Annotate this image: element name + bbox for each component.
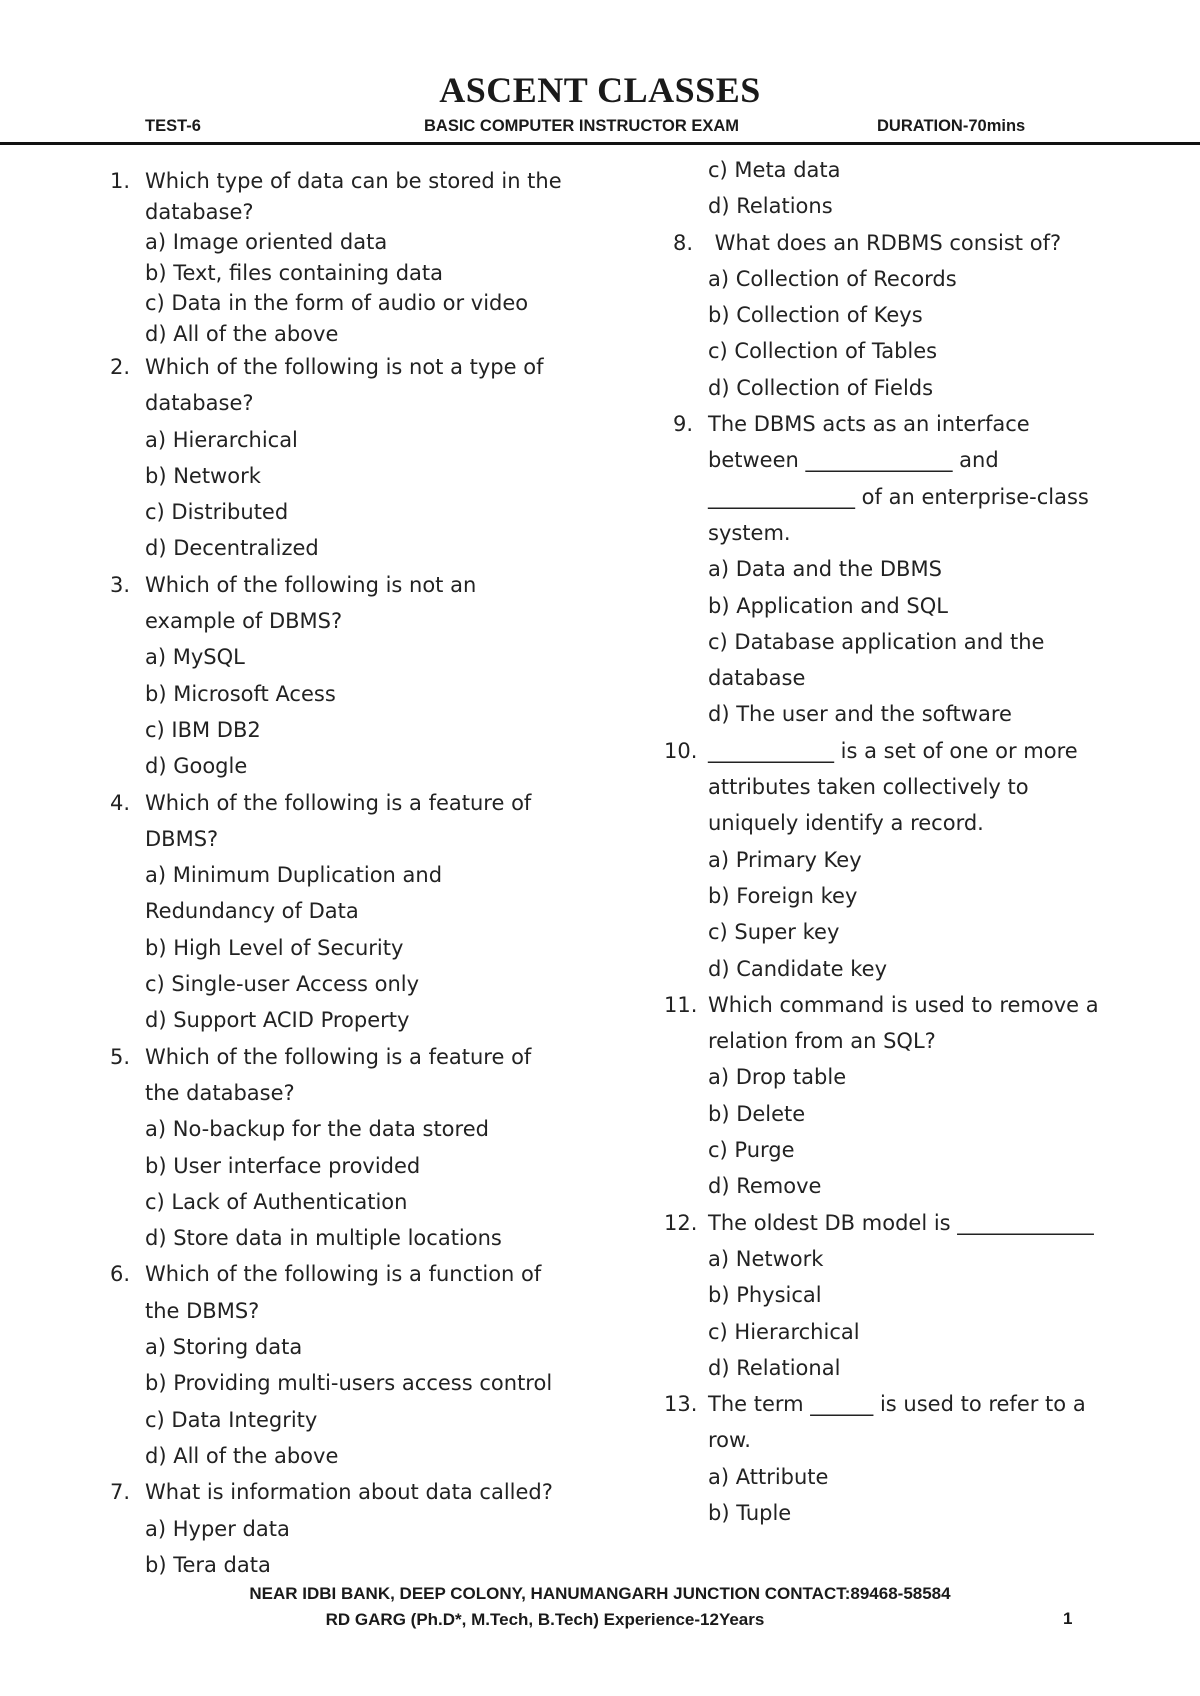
- option: Redundancy of Data: [145, 899, 359, 924]
- question-number: 13.: [664, 1392, 698, 1417]
- question-text: example of DBMS?: [145, 609, 343, 634]
- question-text: relation from an SQL?: [708, 1029, 936, 1054]
- option: b) User interface provided: [145, 1153, 421, 1178]
- question-text: system.: [708, 520, 791, 545]
- option: c) Database application and the: [708, 629, 1045, 654]
- option: a) Data and the DBMS: [708, 557, 942, 582]
- option: c) Single-user Access only: [145, 972, 420, 997]
- option: a) Image oriented data: [145, 230, 388, 254]
- question-text: row.: [708, 1428, 751, 1453]
- option: c) Distributed: [145, 500, 289, 525]
- option: b) Providing multi-users access control: [145, 1371, 553, 1396]
- option: a) Collection of Records: [708, 266, 957, 291]
- question-number: 6.: [110, 1262, 131, 1287]
- option: d) Relations: [708, 194, 833, 219]
- question-text: What does an RDBMS consist of?: [708, 230, 1062, 255]
- question-text: The term ______ is used to refer to a: [708, 1392, 1086, 1417]
- option: c) Meta data: [708, 158, 841, 182]
- option: c) Data Integrity: [145, 1407, 318, 1432]
- question-text: What is information about data called?: [145, 1480, 553, 1505]
- question-13: [664, 1386, 1143, 1459]
- question-text: ______________ of an enterprise-class: [708, 484, 1089, 509]
- option: a) Network: [708, 1246, 824, 1271]
- question-text: Which of the following is not a type of: [145, 355, 544, 379]
- question-number: 8.: [673, 230, 694, 255]
- question-text: Which of the following is a function of: [145, 1262, 542, 1287]
- footer-instructor: RD GARG (Ph.D*, M.Tech, B.Tech) Experience-12Years: [325, 1610, 765, 1629]
- question-8: [673, 225, 1143, 261]
- option: a) Attribute: [708, 1464, 829, 1489]
- question-text: database?: [145, 391, 254, 416]
- question-3: [110, 567, 580, 640]
- question-6: [110, 1256, 580, 1329]
- question-9: [673, 406, 1143, 551]
- option: c) Purge: [708, 1138, 795, 1163]
- option: b) Text, files containing data: [145, 260, 444, 285]
- question-number: 4.: [110, 790, 131, 815]
- option: b) Tera data: [145, 1552, 271, 1577]
- option: c) Data in the form of audio or video: [145, 291, 529, 315]
- question-number: 2.: [110, 355, 131, 379]
- option: d) All of the above: [145, 321, 339, 346]
- option: b) High Level of Security: [145, 935, 404, 960]
- option: b) Application and SQL: [708, 593, 948, 618]
- question-text: database?: [145, 199, 254, 224]
- question-4: [110, 785, 580, 858]
- page-number: 1: [1063, 1609, 1073, 1628]
- option: b) Foreign key: [708, 883, 858, 908]
- question-number: 3.: [110, 572, 131, 597]
- question-12: [664, 1205, 1143, 1241]
- question-text: attributes taken collectively to: [708, 775, 1029, 800]
- question-7: [110, 1474, 580, 1510]
- option: b) Delete: [708, 1101, 806, 1126]
- option: a) Drop table: [708, 1065, 847, 1090]
- question-number: 9.: [673, 412, 694, 437]
- question-text: uniquely identify a record.: [708, 811, 984, 836]
- left-column: [110, 166, 580, 1583]
- option: b) Physical: [708, 1283, 822, 1308]
- question-text: ____________ is a set of one or more: [708, 738, 1078, 763]
- page-title: ASCENT CLASSES: [439, 70, 761, 110]
- option: d) Google: [145, 754, 248, 779]
- duration-label: DURATION-70mins: [877, 117, 1026, 135]
- option: d) Candidate key: [708, 956, 887, 981]
- question-text: Which of the following is a feature of: [145, 790, 532, 815]
- question-text: Which of the following is a feature of: [145, 1044, 532, 1069]
- exam-name: BASIC COMPUTER INSTRUCTOR EXAM: [424, 117, 740, 135]
- question-10: [664, 733, 1143, 842]
- question-text: DBMS?: [145, 826, 219, 851]
- right-column: [664, 152, 1143, 1531]
- option: c) Collection of Tables: [708, 339, 938, 364]
- option: b) Network: [145, 463, 261, 488]
- header-divider: [0, 142, 1200, 145]
- option: d) Store data in multiple locations: [145, 1226, 502, 1251]
- option: a) No-backup for the data stored: [145, 1117, 489, 1142]
- question-1: [110, 166, 580, 227]
- option: b) Tuple: [708, 1500, 792, 1525]
- question-text: the DBMS?: [145, 1298, 260, 1323]
- option: database: [708, 666, 806, 691]
- question-text: Which of the following is not an: [145, 572, 477, 597]
- question-text: Which type of data can be stored in the: [145, 169, 562, 193]
- option: d) Collection of Fields: [708, 375, 934, 400]
- option: a) MySQL: [145, 645, 245, 670]
- option: a) Hierarchical: [145, 427, 298, 452]
- question-11: [664, 987, 1143, 1060]
- option: a) Storing data: [145, 1335, 303, 1360]
- option: a) Minimum Duplication and: [145, 863, 443, 888]
- option: c) Super key: [708, 920, 840, 945]
- option: a) Primary Key: [708, 847, 862, 872]
- option: d) All of the above: [145, 1443, 339, 1468]
- test-label: TEST-6: [145, 117, 201, 135]
- option: b) Collection of Keys: [708, 303, 923, 328]
- question-number: 10.: [664, 738, 698, 763]
- question-text: The oldest DB model is _____________: [708, 1210, 1094, 1235]
- question-text: Which command is used to remove a: [708, 992, 1099, 1017]
- question-text: The DBMS acts as an interface: [708, 412, 1030, 437]
- question-number: 11.: [664, 992, 698, 1017]
- option: c) Lack of Authentication: [145, 1189, 408, 1214]
- question-number: 12.: [664, 1210, 698, 1235]
- option: d) Relational: [708, 1355, 841, 1380]
- option: d) Support ACID Property: [145, 1008, 410, 1033]
- question-5: [110, 1039, 580, 1112]
- question-number: 1.: [110, 169, 131, 193]
- footer-address: NEAR IDBI BANK, DEEP COLONY, HANUMANGARH JUNCTION CONTACT:89468-58584: [249, 1584, 951, 1603]
- question-text: the database?: [145, 1080, 295, 1105]
- option: c) Hierarchical: [708, 1319, 860, 1344]
- question-number: 5.: [110, 1044, 131, 1069]
- option: a) Hyper data: [145, 1516, 290, 1541]
- question-2: [110, 349, 580, 422]
- option: b) Microsoft Acess: [145, 681, 336, 706]
- option: d) Decentralized: [145, 536, 319, 561]
- question-number: 7.: [110, 1480, 131, 1505]
- question-text: between ______________ and: [708, 448, 999, 473]
- option: d) Remove: [708, 1174, 822, 1199]
- option: d) The user and the software: [708, 702, 1012, 727]
- option: c) IBM DB2: [145, 717, 261, 742]
